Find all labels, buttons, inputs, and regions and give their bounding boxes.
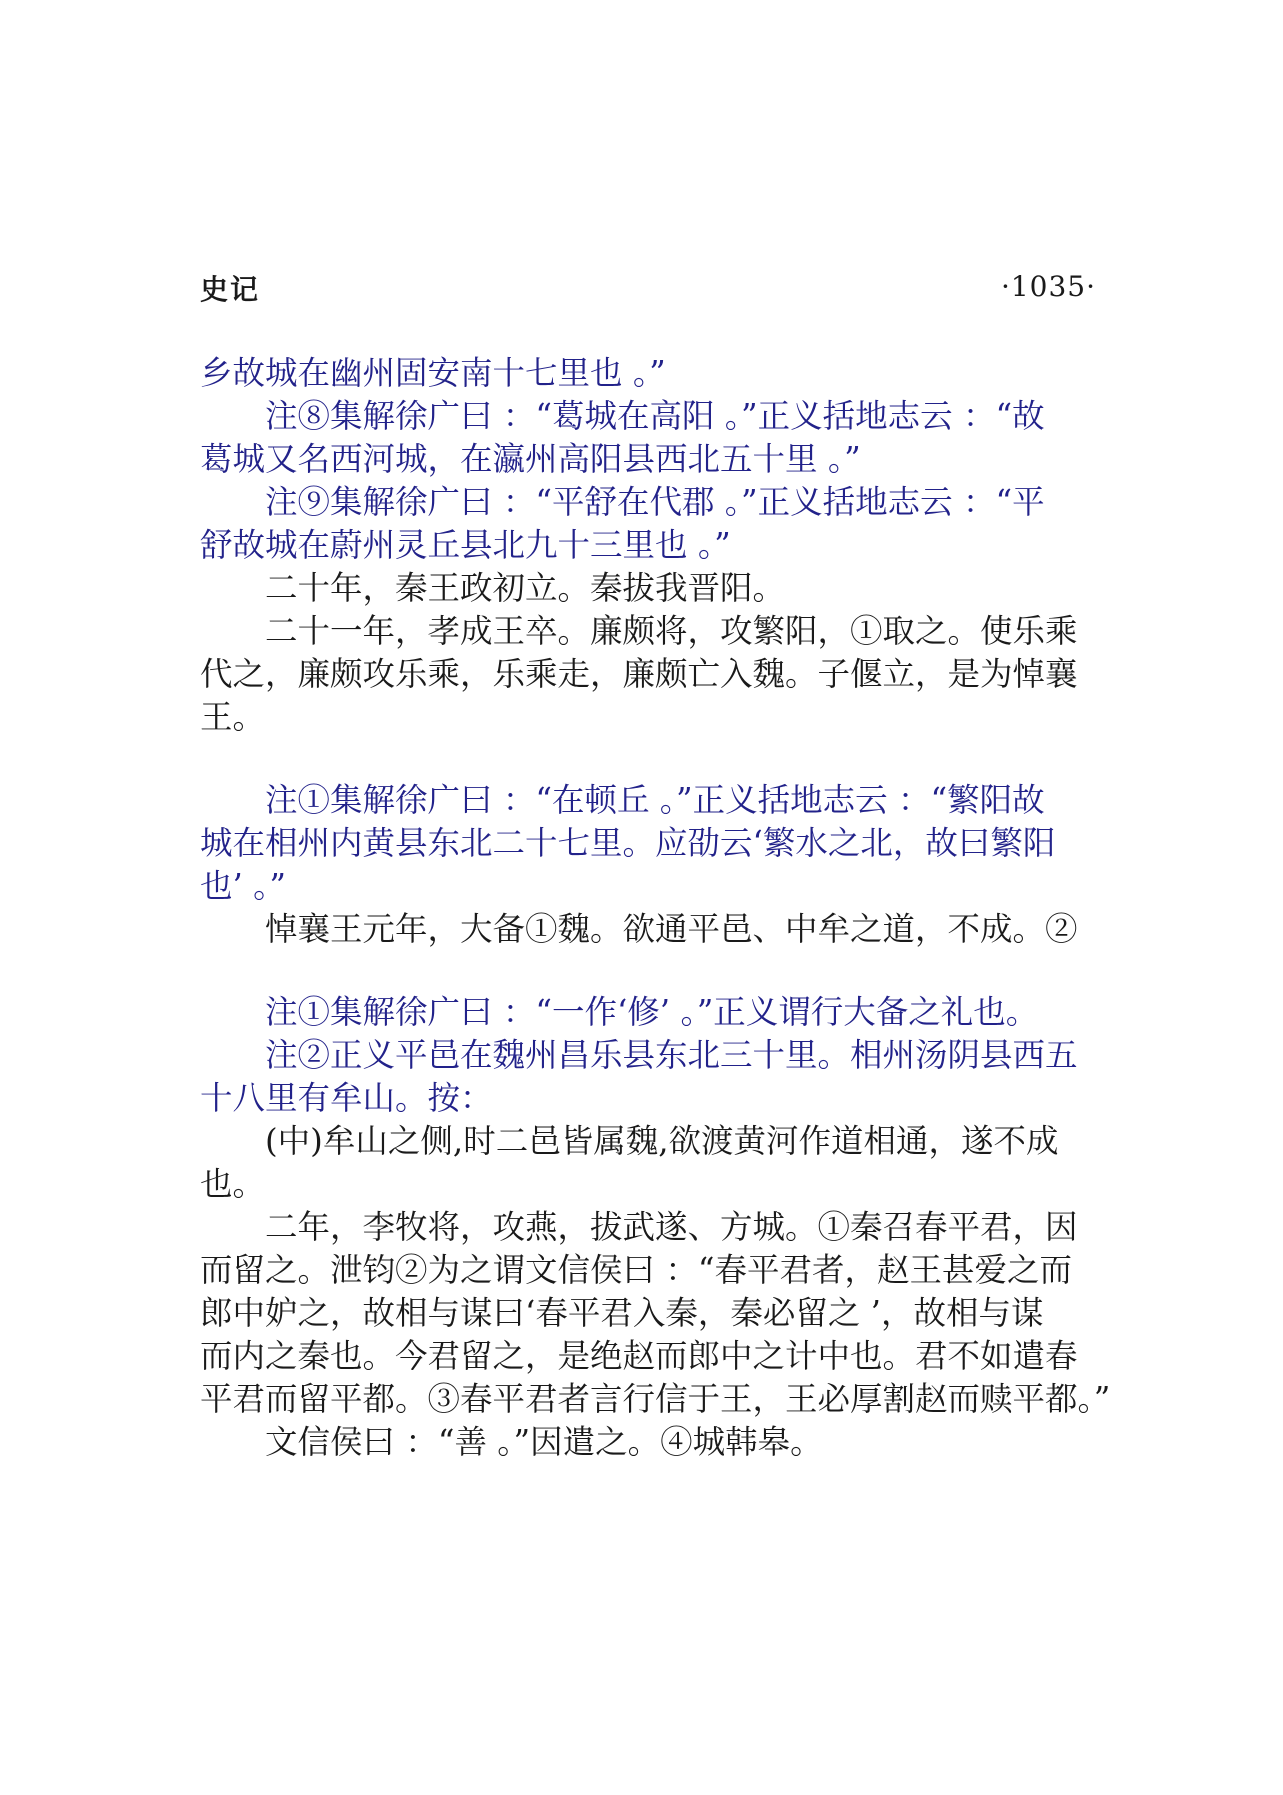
body-paragraph: [200, 908, 1100, 951]
text-line: 也。: [200, 1165, 266, 1203]
note-paragraph: [200, 779, 1100, 908]
note-paragraph: [200, 991, 1100, 1034]
note-paragraph: [200, 1034, 1100, 1120]
text-line: 注⑧集解徐广曰 ：“葛城在高阳 。”正义括地志云 ：“故: [265, 397, 1045, 435]
text-line: 注②正义平邑在魏州昌乐县东北三十里。相州汤阴县西五: [265, 1036, 1078, 1074]
text-line: 注⑨集解徐广曰 ：“平舒在代郡 。”正义括地志云 ：“平: [265, 483, 1045, 521]
text-line: 而内之秦也。今君留之，是绝赵而郎中之计中也。君不如遣春: [200, 1337, 1078, 1375]
text-line: (中)牟山之侧,时二邑皆属魏,欲渡黄河作道相通，遂不成: [265, 1122, 1059, 1160]
text-line: 二十一年，孝成王卒。廉颇将，攻繁阳，①取之。使乐乘: [265, 612, 1078, 650]
text-line: 代之，廉颇攻乐乘，乐乘走，廉颇亡入魏。子偃立，是为悼襄: [200, 655, 1078, 693]
text-line: 郎中妒之，故相与谋曰‘春平君入秦，秦必留之 ’，故相与谋: [200, 1294, 1044, 1332]
note-paragraph: [200, 481, 1100, 567]
text-line: 注①集解徐广曰 ：“一作‘修’ 。”正义谓行大备之礼也。: [265, 993, 1039, 1031]
body-paragraph: [200, 567, 1100, 610]
body-paragraph: [200, 1206, 1111, 1421]
text-line: 二十年，秦王政初立。秦拔我晋阳。: [265, 569, 786, 607]
text-line: 王。: [200, 698, 266, 736]
page-content: [200, 352, 1111, 1464]
text-line: 文信侯曰 ：“善 。”因遣之。④城韩皋。: [265, 1423, 823, 1461]
page-number: ·1035·: [1000, 270, 1096, 303]
text-line: 也’ 。”: [200, 867, 287, 905]
body-paragraph: [200, 1120, 1100, 1206]
text-line: 而留之。泄钧②为之谓文信侯曰 ：“春平君者，赵王甚爱之而: [200, 1251, 1072, 1289]
body-paragraph: [200, 1421, 1100, 1464]
text-line: 注①集解徐广曰 ：“在顿丘 。”正义括地志云 ：“繁阳故: [265, 781, 1045, 819]
text-line: 舒故城在蔚州灵丘县北九十三里也 。”: [200, 526, 731, 564]
note-paragraph: [200, 352, 1100, 395]
page-header: [200, 268, 1096, 308]
text-line: 葛城又名西河城，在瀛州高阳县西北五十里 。”: [200, 440, 861, 478]
text-line: 城在相州内黄县东北二十七里。应劭云‘繁水之北，故曰繁阳: [200, 824, 1056, 862]
text-line: 乡故城在幽州固安南十七里也 。”: [200, 354, 666, 392]
text-line: 悼襄王元年，大备①魏。欲通平邑、中牟之道，不成。②: [265, 910, 1078, 948]
paragraph-gap: [200, 951, 1100, 991]
body-paragraph: [200, 610, 1100, 739]
text-line: 十八里有牟山。按：: [200, 1079, 493, 1117]
book-title: 史记: [200, 273, 261, 306]
note-paragraph: [200, 395, 1100, 481]
paragraph-gap: [200, 739, 1100, 779]
text-line: 二年，李牧将，攻燕，拔武遂、方城。①秦召春平君，因: [265, 1208, 1078, 1246]
text-line: 平君而留平都。③春平君者言行信于王，王必厚割赵而赎平都。”: [200, 1380, 1111, 1418]
